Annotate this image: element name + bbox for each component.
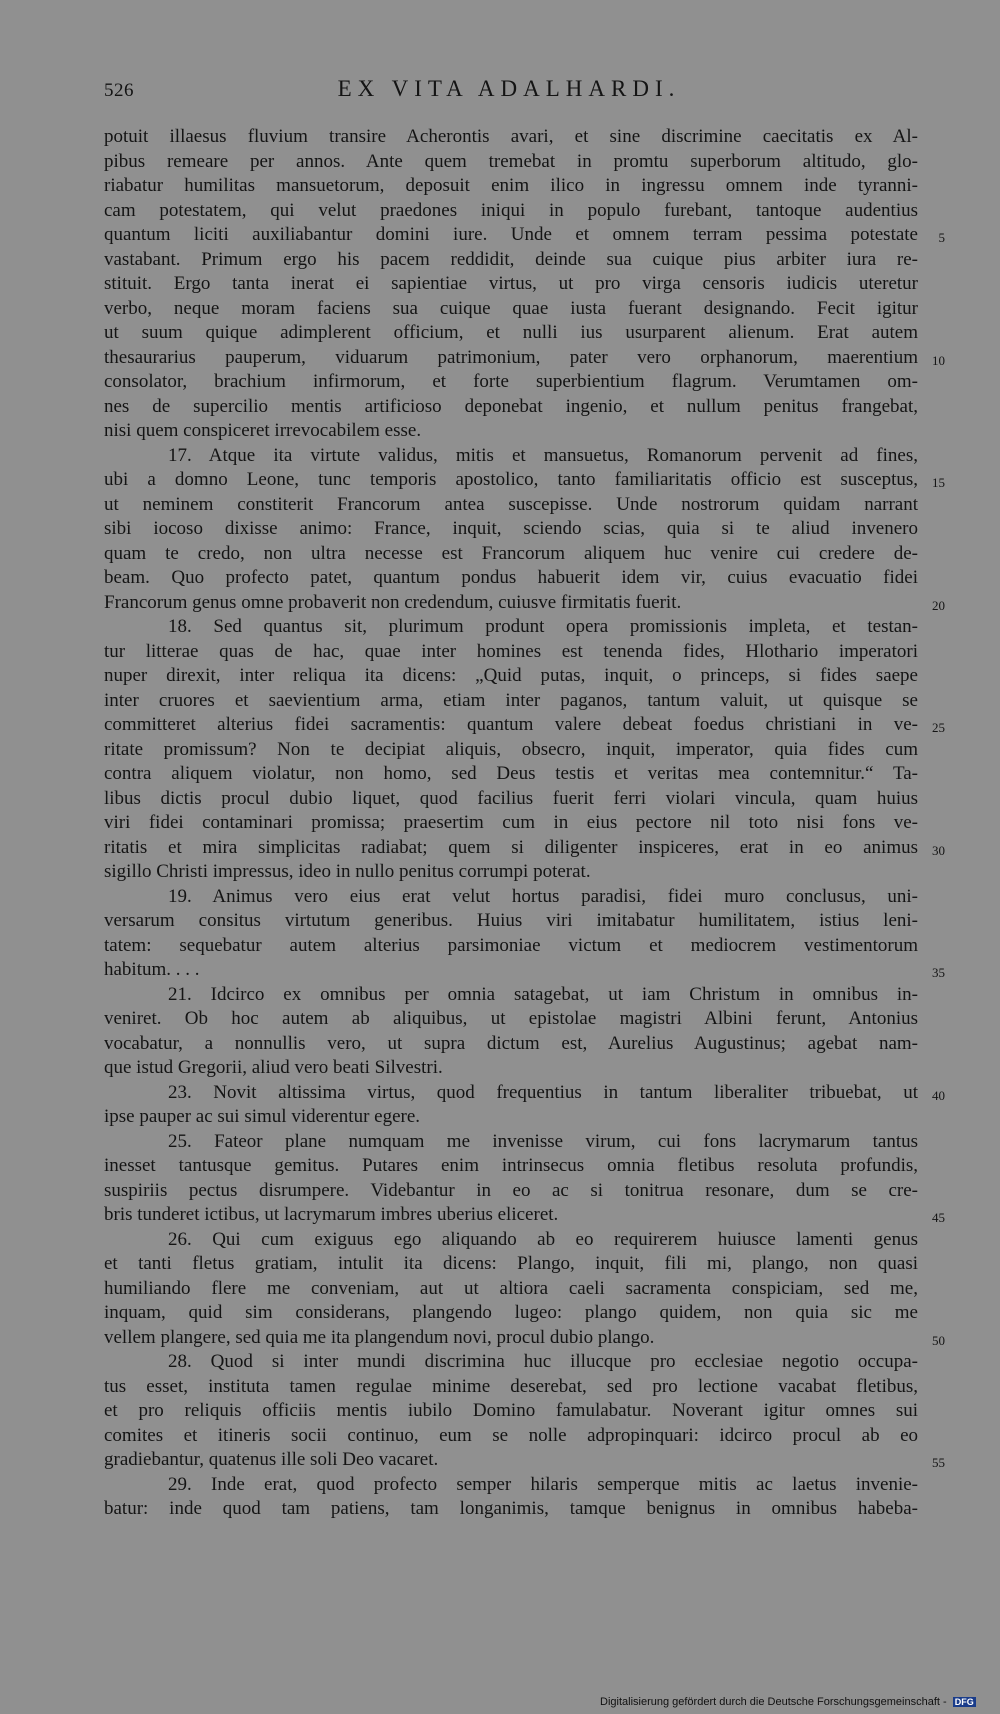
text-line	[104, 272, 918, 297]
line-text: vellem plangere, sed quia me ita plangendum novi, procul dubio plango.	[104, 1326, 655, 1348]
line-text: 23. Novit altissima virtus, quod frequentius in tantum liberaliter tribuebat, ut	[168, 1081, 918, 1103]
line-number: 20	[932, 597, 945, 613]
text-line	[104, 787, 918, 812]
text-line	[104, 1424, 918, 1449]
line-text: 26. Qui cum exiguus ego aliquando ab eo requirerem huiusce lamenti genus	[168, 1228, 918, 1250]
line-number: 5	[938, 230, 945, 245]
text-line	[104, 1350, 918, 1375]
text-line	[104, 1203, 945, 1228]
text-line	[104, 542, 918, 567]
text-line	[104, 223, 945, 248]
line-text: habitum. . . .	[104, 959, 200, 980]
line-text: committeret alterius fidei sacramentis: quantum valere debeat foedus christiani in ve-	[104, 714, 918, 735]
line-text: humiliando flere me conveniam, aut ut altiora caeli sacramenta conspiciam, sed me,	[104, 1277, 918, 1299]
line-text: stituit. Ergo tanta inerat ei sapientiae virtus, ut pro virga censoris iudicis uteretur	[104, 273, 918, 294]
text-line	[104, 444, 918, 469]
line-number: 25	[932, 720, 945, 735]
text-line	[104, 419, 918, 444]
text-line	[104, 1448, 945, 1473]
text-line	[104, 174, 918, 199]
line-text: contra aliquem violatur, non homo, sed Deus testis et veritas mea contemnitur.“ Ta-	[104, 763, 918, 784]
line-text: quantum liciti auxiliabantur domini iure. Unde et omnem terram pessima potestate	[104, 224, 918, 245]
line-text: verbo, neque moram faciens sua cuique quae iusta fuerant designando. Fecit igitur	[104, 297, 918, 319]
line-text: cam potestatem, qui velut praedones iniqui in populo furebant, tantoque audentius	[104, 199, 918, 221]
line-text: thesaurarius pauperum, viduarum patrimonium, pater vero orphanorum, maerentium	[104, 346, 918, 368]
line-text: que istud Gregorii, aliud vero beati Silvestri.	[104, 1057, 443, 1078]
line-text: nisi quem conspiceret irrevocabilem esse.	[104, 420, 422, 441]
line-text: et pro reliquis officiis mentis iubilo Domino famulabatur. Noverant igitur omnes sui	[104, 1400, 918, 1421]
text-line	[104, 1252, 918, 1277]
text-line	[104, 1228, 918, 1253]
line-text: 29. Inde erat, quod profecto semper hilaris semperque mitis ac laetus invenie-	[168, 1473, 918, 1495]
line-text: inquam, quid sim considerans, plangendo lugeo: plango quidem, non quia sic me	[104, 1302, 918, 1323]
line-text: pibus remeare per annos. Ante quem tremebat in promtu superborum altitudo, glo-	[104, 150, 918, 172]
text-line	[104, 664, 918, 689]
line-text: ipse pauper ac sui simul viderentur egere.	[104, 1106, 421, 1127]
line-text: consolator, brachium infirmorum, et forte superbientium flagrum. Verumtamen om-	[104, 371, 918, 392]
text-line	[104, 738, 918, 763]
line-text: 19. Animus vero eius erat velut hortus paradisi, fidei muro conclusus, uni-	[168, 885, 918, 907]
line-text: tur litterae quas de hac, quae inter homines est tenenda fides, Hlothario imperatori	[104, 640, 918, 662]
line-text: suspiriis pectus disrumpere. Videbantur in eo ac si tonitrua resonare, dum se cre-	[104, 1179, 918, 1201]
text-line	[104, 1179, 918, 1204]
text-line	[104, 1497, 918, 1522]
text-line	[104, 297, 918, 322]
text-line	[104, 346, 945, 371]
text-line	[104, 836, 945, 861]
line-text: potuit illaesus fluvium transire Acherontis avari, et sine discrimine caecitatis ex Al-	[104, 126, 918, 147]
line-text: ritate promissum? Non te decipiat aliquis, obsecro, inquit, imperator, quia fides cum	[104, 738, 918, 760]
text-line	[104, 321, 918, 346]
text-line	[104, 640, 918, 665]
line-text: nes de supercilio mentis artificioso deponebat ingenio, et nullum penitus frangebat,	[104, 395, 918, 417]
line-text: Francorum genus omne probaverit non credendum, cuiusve firmitatis fuerit.	[104, 591, 682, 613]
text-line	[104, 958, 945, 983]
line-text: tatem: sequebatur autem alterius parsimoniae victum et mediocrem vestimentorum	[104, 934, 918, 956]
line-text: nuper direxit, inter reliqua ita dicens: „Quid putas, inquit, o princeps, si fides saepe	[104, 665, 918, 686]
text-line	[104, 909, 918, 934]
line-text: ut neminem constiterit Francorum antea suscepisse. Unde nostrorum quidam narrant	[104, 493, 918, 515]
digitization-credit	[600, 1696, 976, 1708]
line-text: viri fidei contaminari promissa; praesertim cum in eius pectore nil toto nisi fons ve-	[104, 812, 918, 833]
line-number: 30	[932, 842, 945, 858]
line-text: bris tunderet ictibus, ut lacrymarum imbres uberius eliceret.	[104, 1204, 559, 1225]
line-text: 21. Idcirco ex omnibus per omnia satagebat, ut iam Christum in omnibus in-	[168, 983, 918, 1005]
line-number: 55	[932, 1455, 945, 1470]
text-line	[104, 983, 918, 1008]
text-line	[104, 885, 918, 910]
text-line	[104, 1399, 918, 1424]
line-text: 28. Quod si inter mundi discrimina huc illucque pro ecclesiae negotio occupa-	[168, 1351, 918, 1372]
line-number: 40	[932, 1087, 945, 1103]
text-line	[104, 1375, 918, 1400]
text-line	[104, 811, 918, 836]
text-line	[104, 370, 918, 395]
line-text: vastabant. Primum ergo his pacem reddidit, deinde sua cuique pius arbiter iura re-	[104, 248, 918, 270]
line-text: batur: inde quod tam patiens, tam longanimis, tamque benignus in omnibus habeba-	[104, 1498, 918, 1519]
dfg-logo: DFG	[954, 1697, 974, 1707]
text-line	[104, 493, 918, 518]
text-line	[104, 1130, 918, 1155]
line-text: comites et itineris socii continuo, eum se nolle adpropinquari: idcirco procul ab eo	[104, 1424, 918, 1446]
line-text: ubi a domno Leone, tunc temporis apostolico, tanto familiaritatis officio est susceptus,	[104, 469, 918, 490]
text-line	[104, 150, 918, 175]
text-line	[104, 689, 918, 714]
line-text: 25. Fateor plane numquam me invenisse virum, cui fons lacrymarum tantus	[168, 1130, 918, 1152]
text-line	[104, 1007, 918, 1032]
text-line	[104, 1326, 945, 1351]
text-line	[104, 713, 945, 738]
text-line	[104, 395, 918, 420]
text-line	[104, 1081, 945, 1106]
line-text: vocabatur, a nonnullis vero, ut supra dictum est, Aurelius Augustinus; agebat nam-	[104, 1032, 918, 1054]
credit-text: Digitalisierung gefördert durch die Deutsche Forschungsgemeinschaft -	[600, 1696, 947, 1708]
text-line	[104, 615, 918, 640]
text-line	[104, 125, 918, 150]
text-line	[104, 1301, 918, 1326]
text-line	[104, 517, 918, 542]
text-line	[104, 1473, 918, 1498]
text-line	[104, 1032, 918, 1057]
text-line	[104, 248, 918, 273]
line-text: 17. Atque ita virtute validus, mitis et mansuetus, Romanorum pervenit ad fines,	[168, 444, 918, 466]
line-number: 15	[932, 475, 945, 490]
text-line	[104, 1154, 918, 1179]
page-number: 526	[104, 80, 134, 101]
running-title: EX VITA ADALHARDI.	[337, 76, 681, 101]
text-line	[104, 934, 918, 959]
line-text: tus esset, instituta tamen regulae minime deserebat, sed pro lectione vacabat fletibus,	[104, 1375, 918, 1397]
line-text: quam te credo, non ultra necesse est Francorum aliquem huc venire cui credere de-	[104, 542, 918, 564]
line-text: 18. Sed quantus sit, plurimum produnt opera promissionis impleta, et testan-	[168, 616, 918, 637]
text-line	[104, 566, 918, 591]
line-text: inter cruores et saevientium arma, etiam inter paganos, tantum valuit, ut quisque se	[104, 689, 918, 711]
line-text: gradiebantur, quatenus ille soli Deo vacaret.	[104, 1449, 439, 1470]
line-text: libus dictis procul dubio liquet, quod facilius fuerit ferri violari vincula, quam huius	[104, 787, 918, 809]
text-line	[104, 762, 918, 787]
page-header	[104, 76, 914, 110]
line-text: inesset tantusque gemitus. Putares enim intrinsecus omnia fletibus resoluta profundis,	[104, 1155, 918, 1176]
line-text: veniret. Ob hoc autem ab aliquibus, ut epistolae magistri Albini ferunt, Antonius	[104, 1008, 918, 1029]
text-line	[104, 860, 918, 885]
line-number: 35	[932, 965, 945, 980]
text-line	[104, 468, 945, 493]
text-line	[104, 591, 945, 616]
line-number: 10	[932, 352, 945, 368]
text-line	[104, 1056, 918, 1081]
body-text	[104, 125, 945, 1522]
text-line	[104, 199, 918, 224]
line-text: beam. Quo profecto patet, quantum pondus habuerit idem vir, cuius evacuatio fidei	[104, 567, 918, 588]
line-text: riabatur humilitas mansuetorum, deposuit enim ilico in ingressu omnem inde tyranni-	[104, 175, 918, 196]
text-line	[104, 1277, 918, 1302]
line-number: 50	[932, 1332, 945, 1348]
text-line	[104, 1105, 918, 1130]
line-text: sigillo Christi impressus, ideo in nullo penitus corrumpi poterat.	[104, 861, 591, 882]
line-text: ritatis et mira simplicitas radiabat; quem si diligenter inspiceres, erat in eo animus	[104, 836, 918, 858]
line-text: et tanti fletus gratiam, intulit ita dicens: Plango, inquit, fili mi, plango, non quasi	[104, 1253, 918, 1274]
line-text: versarum consitus virtutum generibus. Huius viri imitabatur humilitatem, istius leni-	[104, 910, 918, 931]
line-number: 45	[932, 1210, 945, 1225]
line-text: ut suum quique adimplerent officium, et nulli ius usurparent alienum. Erat autem	[104, 322, 918, 343]
line-text: sibi iocoso dixisse animo: France, inquit, sciendo scias, quia si te aliud invenero	[104, 518, 918, 539]
